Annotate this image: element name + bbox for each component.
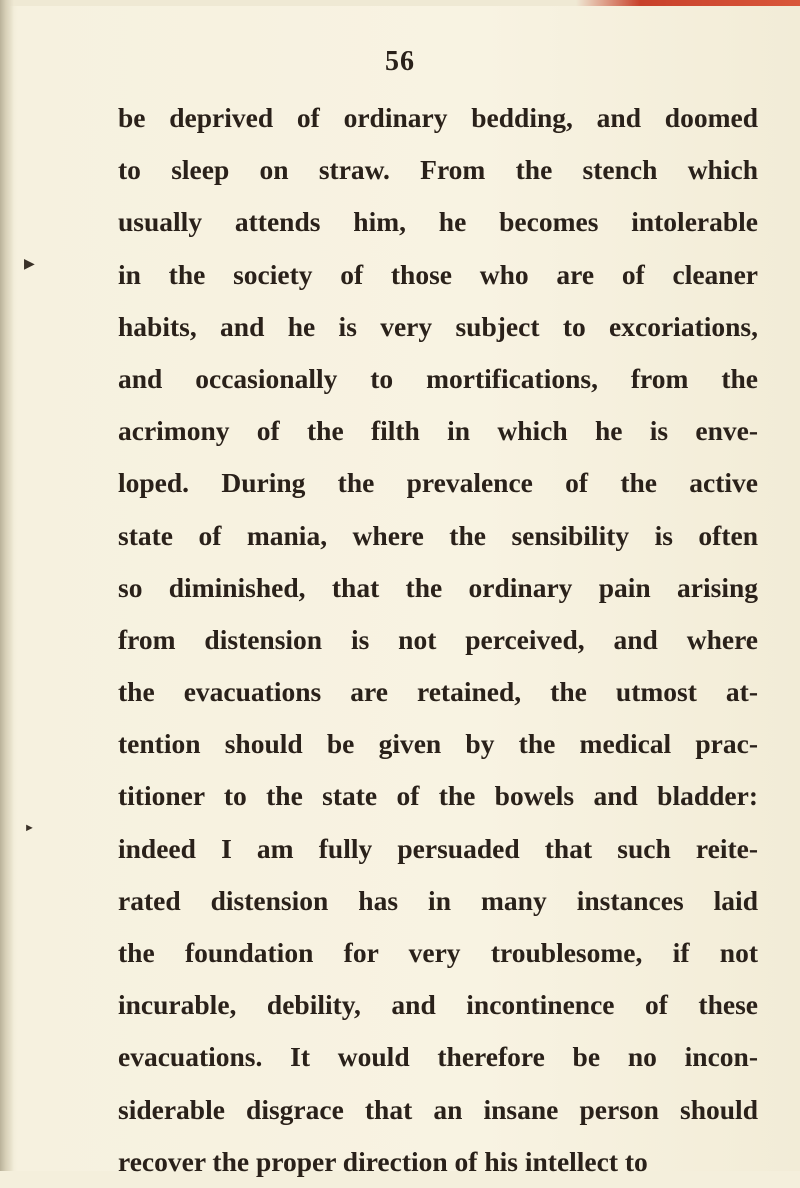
text-line: state of mania, where the sensibility is often — [118, 519, 758, 551]
page-number: 56 — [385, 46, 415, 77]
text-line: recover the proper direction of his intellect to — [118, 1145, 648, 1177]
text-line: loped. During the prevalence of the active — [118, 467, 758, 499]
margin-arrow-mark: ▶ — [24, 257, 35, 272]
text-line: indeed I am fully persuaded that such reite- — [118, 832, 758, 864]
text-line: so diminished, that the ordinary pain arising — [118, 571, 758, 603]
body-text — [118, 92, 758, 1188]
text-line: siderable disgrace that an insane person should — [118, 1093, 758, 1125]
text-line: habits, and he is very subject to excoriations, — [118, 310, 758, 342]
page-top-edge — [0, 0, 800, 6]
text-line: tention should be given by the medical prac- — [118, 728, 758, 760]
text-line: titioner to the state of the bowels and bladder: — [118, 780, 758, 812]
text-line: from distension is not perceived, and where — [118, 623, 758, 655]
text-line: usually attends him, he becomes intolerable — [118, 206, 758, 238]
text-line: and occasionally to mortifications, from the — [118, 362, 758, 394]
text-line: be deprived of ordinary bedding, and doomed — [118, 102, 758, 133]
text-line: evacuations. It would therefore be no incon- — [118, 1041, 758, 1073]
text-line: the foundation for very troublesome, if not — [118, 937, 758, 968]
text-line: acrimony of the filth in which he is enve- — [118, 415, 758, 447]
text-line: in the society of those who are of cleaner — [118, 258, 758, 290]
margin-arrow-mark-lower: ► — [24, 822, 35, 834]
text-line: rated distension has in many instances laid — [118, 884, 758, 916]
text-line: incurable, debility, and incontinence of these — [118, 989, 758, 1021]
text-line: to sleep on straw. From the stench which — [118, 154, 758, 186]
spine-shadow — [0, 0, 14, 1171]
text-line: the evacuations are retained, the utmost at- — [118, 676, 758, 708]
